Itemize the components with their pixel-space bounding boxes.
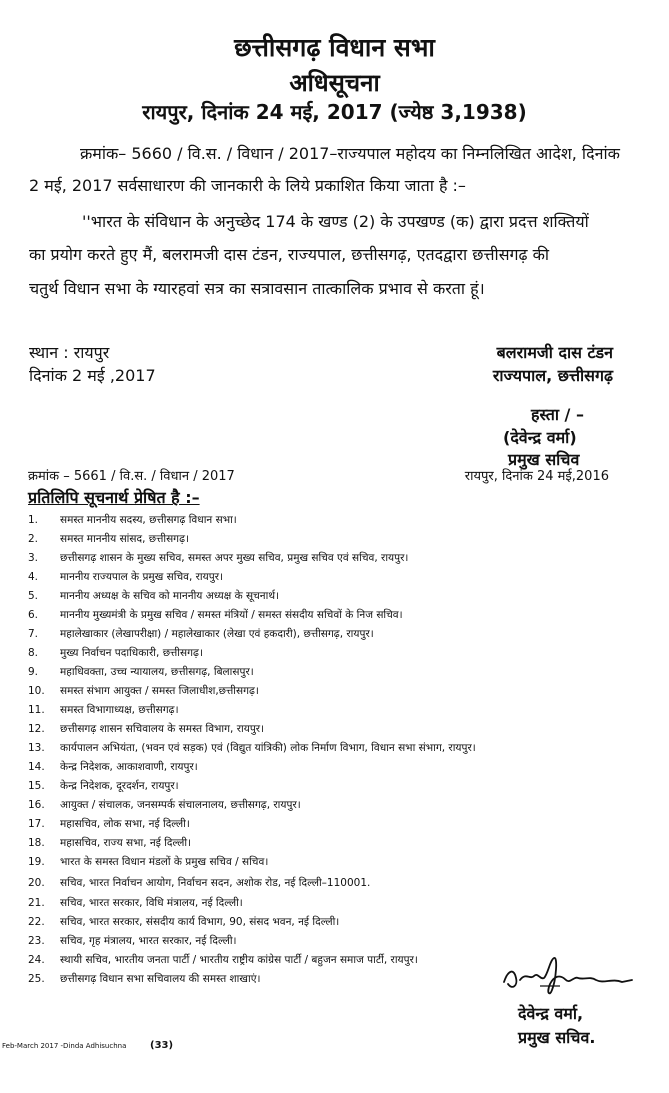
list-item: 10. समस्त संभाग आयुक्त / समस्त जिलाधीश,छत्तीसगढ़। bbox=[28, 685, 259, 697]
list-item: 15. केन्द्र निदेशक, दूरदर्शन, रायपुर। bbox=[28, 780, 179, 792]
list-item: 9. महाधिवक्ता, उच्च न्यायालय, छत्तीसगढ़, बिलासपुर। bbox=[28, 666, 254, 678]
list-item: 4. माननीय राज्यपाल के प्रमुख सचिव, रायपुर। bbox=[28, 571, 223, 583]
list-item: 13. कार्यपालन अभियंता, (भवन एवं सड़क) एवं (विद्युत यांत्रिकी) लोक निर्माण विभाग, विधान सभा संभाग, रायपुर। bbox=[28, 742, 476, 754]
list-item: 8. मुख्य निर्वाचन पदाधिकारी, छत्तीसगढ़। bbox=[28, 647, 203, 659]
signed-mark: हस्ता / – bbox=[531, 405, 584, 424]
list-item: 16. आयुक्त / संचालक, जनसम्पर्क संचालनालय, छत्तीसगढ़, रायपुर। bbox=[28, 799, 301, 811]
signed-name: (देवेन्द्र वर्मा) bbox=[503, 428, 577, 447]
list-item: 21. सचिव, भारत सरकार, विधि मंत्रालय, नई दिल्ली। bbox=[28, 897, 243, 909]
body-line-3: ''भारत के संविधान के अनुच्छेद 174 के खण्ड (2) के उपखण्ड (क) द्वारा प्रदत्त शक्तियों bbox=[82, 212, 589, 231]
list-item: 5. माननीय अध्यक्ष के सचिव को माननीय अध्यक्ष के सूचनार्थ। bbox=[28, 590, 280, 602]
list-item: 18. महासचिव, राज्य सभा, नई दिल्ली। bbox=[28, 837, 192, 849]
list-item: 19. भारत के समस्त विधान मंडलों के प्रमुख सचिव / सचिव। bbox=[28, 856, 269, 868]
copy-heading: प्रतिलिपि सूचनार्थ प्रेषित है :– bbox=[28, 488, 200, 507]
footer-file: Feb-March 2017 -Dinda Adhisuchna bbox=[2, 1042, 127, 1050]
body-line-1: क्रमांक– 5660 / वि.स. / विधान / 2017–राज्यपाल महोदय का निम्नलिखित आदेश, दिनांक bbox=[80, 144, 620, 163]
list-item: 12. छत्तीसगढ़ शासन सचिवालय के समस्त विभाग, रायपुर। bbox=[28, 723, 265, 735]
body-line-4: का प्रयोग करते हुए मैं, बलरामजी दास टंडन, राज्यपाल, छत्तीसगढ़, एतदद्वारा छत्तीसगढ़ की bbox=[29, 245, 550, 264]
handwritten-signature bbox=[500, 950, 640, 1000]
list-item: 6. माननीय मुख्यमंत्री के प्रमुख सचिव / समस्त मंत्रियों / समस्त संसदीय सचिवों के निज सचिव। bbox=[28, 609, 403, 621]
governor-name: बलरामजी दास टंडन bbox=[496, 343, 613, 362]
place-date-line: रायपुर, दिनांक 24 मई, 2017 (ज्येष्ठ 3,1938) bbox=[142, 100, 527, 124]
list-item: 23. सचिव, गृह मंत्रालय, भारत सरकार, नई दिल्ली। bbox=[28, 935, 237, 947]
body-line-5: चतुर्थ विधान सभा के ग्यारहवां सत्र का सत्रावसान तात्कालिक प्रभाव से करता हूं। bbox=[29, 279, 485, 298]
copy-number: क्रमांक – 5661 / वि.स. / विधान / 2017 bbox=[28, 469, 235, 484]
list-item: 20. सचिव, भारत निर्वाचन आयोग, निर्वाचन सदन, अशोक रोड, नई दिल्ली–110001. bbox=[28, 877, 371, 889]
governor-title: राज्यपाल, छत्तीसगढ़ bbox=[492, 366, 613, 385]
body-line-2: 2 मई, 2017 सर्वसाधारण की जानकारी के लिये प्रकाशित किया जाता है :– bbox=[29, 176, 466, 195]
list-item: 17. महासचिव, लोक सभा, नई दिल्ली। bbox=[28, 818, 190, 830]
signatory-designation: प्रमुख सचिव. bbox=[518, 1028, 596, 1047]
page-number: (33) bbox=[150, 1040, 174, 1051]
list-item: 22. सचिव, भारत सरकार, संसदीय कार्य विभाग, 90, संसद भवन, नई दिल्ली। bbox=[28, 916, 340, 928]
signatory-name: देवेन्द्र वर्मा, bbox=[518, 1004, 584, 1023]
list-item: 1. समस्त माननीय सदस्य, छत्तीसगढ़ विधान सभा। bbox=[28, 514, 237, 526]
list-item: 3. छत्तीसगढ़ शासन के मुख्य सचिव, समस्त अपर मुख्य सचिव, प्रमुख सचिव एवं सचिव, रायपुर। bbox=[28, 552, 409, 564]
signed-designation: प्रमुख सचिव bbox=[508, 450, 580, 469]
list-item: 11. समस्त विभागाध्यक्ष, छत्तीसगढ़। bbox=[28, 704, 179, 716]
list-item: 2. समस्त माननीय सांसद, छत्तीसगढ़। bbox=[28, 533, 189, 545]
order-date: दिनांक 2 मई ,2017 bbox=[29, 366, 156, 385]
order-place: स्थान : रायपुर bbox=[29, 343, 110, 362]
document-title: छत्तीसगढ़ विधान सभा bbox=[234, 33, 435, 62]
copy-date: रायपुर, दिनांक 24 मई,2016 bbox=[464, 469, 609, 484]
list-item: 14. केन्द्र निदेशक, आकाशवाणी, रायपुर। bbox=[28, 761, 198, 773]
list-item: 24. स्थायी सचिव, भारतीय जनता पार्टी / भारतीय राष्ट्रीय कांग्रेस पार्टी / बहुजन समाज पार्टी, रायपुर। bbox=[28, 954, 418, 966]
list-item: 7. महालेखाकार (लेखापरीक्षा) / महालेखाकार (लेखा एवं हकदारी), छत्तीसगढ़, रायपुर। bbox=[28, 628, 374, 640]
list-item: 25. छत्तीसगढ़ विधान सभा सचिवालय की समस्त शाखाएं। bbox=[28, 973, 261, 985]
document-subtitle: अधिसूचना bbox=[289, 69, 380, 97]
